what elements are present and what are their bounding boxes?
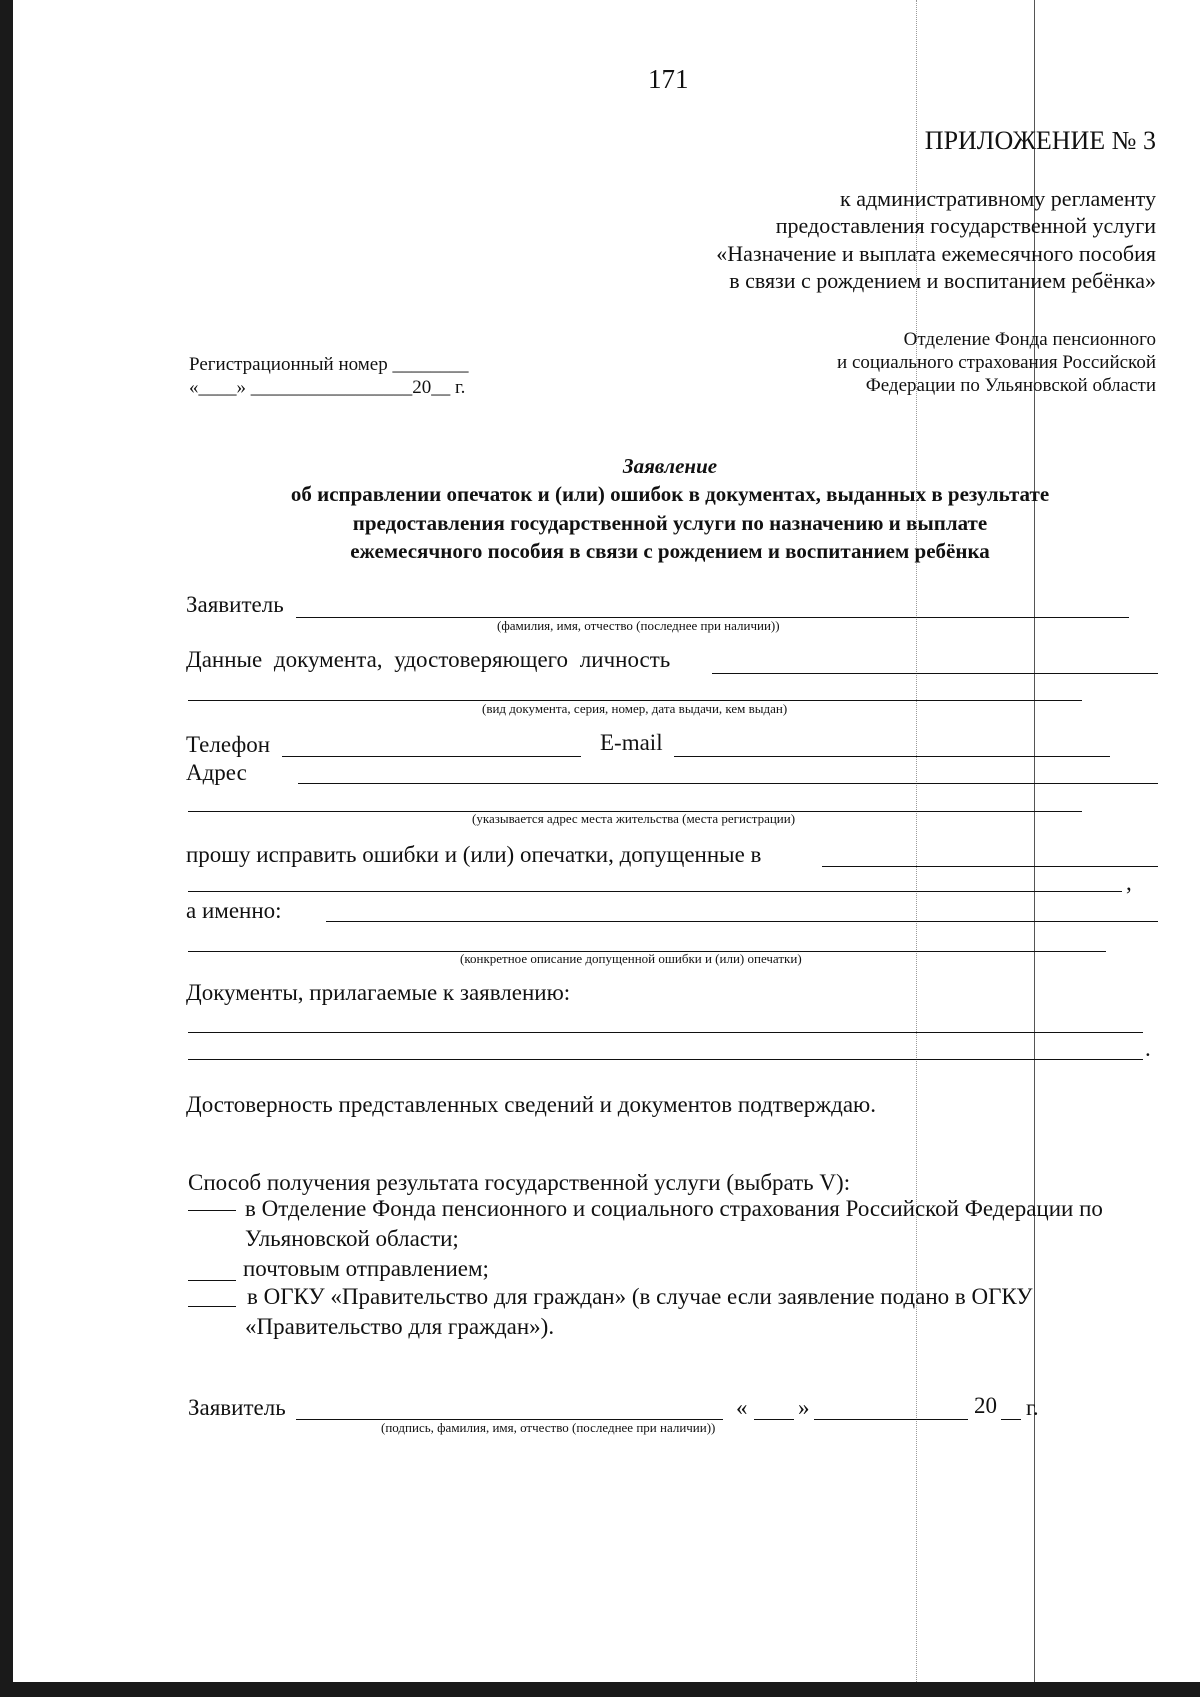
signature-open-quote: « <box>736 1395 748 1420</box>
identity-label: Данные документа, удостоверяющего личность <box>186 647 671 672</box>
namely-label: а именно: <box>186 898 282 923</box>
recipient-line: Отделение Фонда пенсионного <box>903 329 1156 350</box>
address-label: Адрес <box>186 760 247 785</box>
phone-label: Телефон <box>186 732 271 757</box>
applicant-label: Заявитель <box>186 592 284 617</box>
identity-field[interactable] <box>712 673 1158 674</box>
signature-close-quote: » <box>798 1395 810 1420</box>
signature-year-suffix: г. <box>1026 1395 1039 1420</box>
delivery-option-checkbox[interactable] <box>188 1210 236 1211</box>
delivery-option-checkbox[interactable] <box>188 1306 236 1307</box>
signature-year-prefix: 20 <box>974 1393 997 1418</box>
request-field-line2[interactable] <box>188 891 1122 892</box>
applicant-caption: (фамилия, имя, отчество (последнее при наличии)) <box>497 618 780 633</box>
signature-month-field[interactable] <box>814 1419 968 1420</box>
address-caption: (указывается адрес места жительства (места регистрации) <box>472 811 796 826</box>
document-title-line: предоставления государственной услуги по назначению и выплате <box>352 511 988 535</box>
recipient-line: Федерации по Ульяновской области <box>865 375 1156 396</box>
signature-caption: (подпись, фамилия, имя, отчество (последнее при наличии)) <box>381 1420 716 1435</box>
registration-number: Регистрационный номер ________ <box>189 354 469 375</box>
page-number: 171 <box>648 64 689 94</box>
delivery-option-checkbox[interactable] <box>188 1280 236 1281</box>
signature-label: Заявитель <box>188 1395 286 1420</box>
regulation-line: к административному регламенту <box>840 186 1156 211</box>
address-field[interactable] <box>298 783 1158 784</box>
scan-left-border <box>0 0 13 1697</box>
identity-caption: (вид документа, серия, номер, дата выдачи, кем выдан) <box>482 701 788 716</box>
regulation-line: предоставления государственной услуги <box>775 213 1156 238</box>
documents-field-line2[interactable] <box>188 1059 1143 1060</box>
registration-date: «____» _________________20__ г. <box>189 377 466 398</box>
namely-field[interactable] <box>326 921 1158 922</box>
confirmation-statement: Достоверность представленных сведений и документов подтверждаю. <box>186 1092 876 1117</box>
delivery-option-fund: в Отделение Фонда пенсионного и социального страхования Российской Федерации по <box>245 1196 1103 1221</box>
regulation-line: в связи с рождением и воспитанием ребёнка» <box>729 268 1156 293</box>
signature-day-field[interactable] <box>754 1419 794 1420</box>
signature-year-field[interactable] <box>1001 1419 1021 1420</box>
delivery-option-mail: почтовым отправлением; <box>243 1256 489 1281</box>
email-label: E-mail <box>600 730 663 755</box>
delivery-option-fund-cont: Ульяновской области; <box>245 1226 459 1251</box>
delivery-option-ogku: в ОГКУ «Правительство для граждан» (в случае если заявление подано в ОГКУ <box>247 1284 1033 1309</box>
delivery-option-ogku-cont: «Правительство для граждан»). <box>245 1314 555 1339</box>
request-field[interactable] <box>822 866 1158 867</box>
email-field[interactable] <box>674 756 1110 757</box>
regulation-line: «Назначение и выплата ежемесячного пособия <box>716 241 1156 266</box>
request-comma: , <box>1126 870 1132 895</box>
phone-field[interactable] <box>282 756 581 757</box>
document-title-line: ежемесячного пособия в связи с рождением и воспитанием ребёнка <box>350 539 990 563</box>
appendix-title: ПРИЛОЖЕНИЕ № 3 <box>924 126 1156 155</box>
document-title-line: об исправлении опечаток и (или) ошибок в документах, выданных в результате <box>290 482 1050 506</box>
delivery-heading: Способ получения результата государственной услуги (выбрать V): <box>188 1170 851 1195</box>
scan-bottom-border <box>0 1682 1200 1697</box>
document-heading: Заявление <box>622 454 718 478</box>
documents-label: Документы, прилагаемые к заявлению: <box>186 980 571 1005</box>
documents-field-line1[interactable] <box>188 1032 1143 1033</box>
recipient-line: и социального страхования Российской <box>837 352 1156 373</box>
request-label: прошу исправить ошибки и (или) опечатки, допущенные в <box>186 842 762 867</box>
documents-period: . <box>1145 1036 1151 1061</box>
namely-caption: (конкретное описание допущенной ошибки и (или) опечатки) <box>460 951 802 966</box>
